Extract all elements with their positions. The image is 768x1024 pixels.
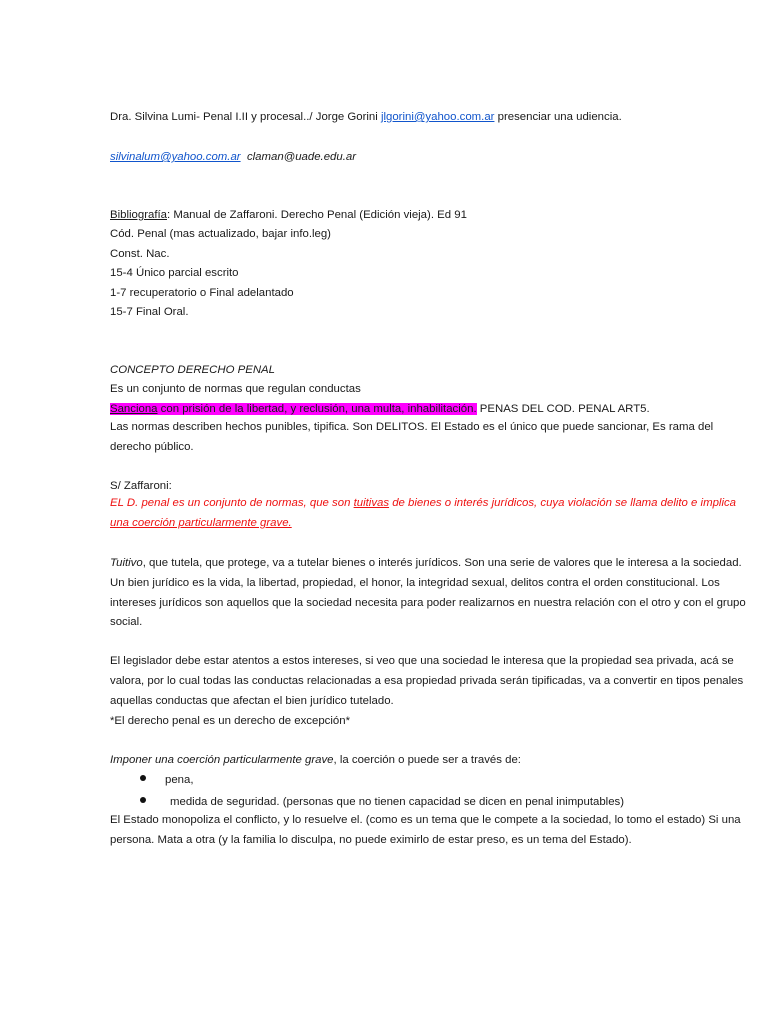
zaffaroni-label: S/ Zaffaroni: (110, 480, 172, 492)
def-coercion: una coerción particularmente grave. (110, 516, 292, 529)
bullet-item: pena, (165, 774, 194, 786)
highlight-sanciona-rest: con prisión de la libertad, y reclusión, una multa, inhabilitación. (157, 403, 477, 415)
bibliography-item: 15-7 Final Oral. (110, 306, 189, 318)
header-line-2 (110, 150, 356, 164)
bibliography-label: Bibliografía (110, 209, 167, 221)
bullet-icon (140, 797, 146, 803)
def-tuitivas: tuitivas (353, 497, 390, 509)
excepcion-note: *El derecho penal es un derecho de excepción* (110, 715, 351, 727)
coercion-line (110, 753, 521, 767)
tuitivo-word: Tuitivo (110, 557, 143, 569)
email-link-gorini[interactable]: jlgorini@yahoo.com.ar (380, 111, 495, 123)
bibliography-item: Cód. Penal (mas actualizado, bajar info.leg) (110, 228, 331, 240)
sanciona-tail: PENAS DEL COD. PENAL ART5. (476, 403, 650, 415)
header-suffix: presenciar una udiencia. (494, 111, 622, 123)
bibliography-item: 15-4 Único parcial escrito (110, 267, 239, 279)
concept-heading: CONCEPTO DERECHO PENAL (110, 364, 275, 376)
estado-paragraph: El Estado monopoliza el conflicto, y lo resuelve el. (como es un tema que le compete a la sociedad, lo tomo el estado) Si una persona. Mata a otra (y la familia lo disculpa, no puede eximirlo de estar preso, es un tema del Estado). (110, 814, 741, 846)
bibliography-item: 1-7 recuperatorio o Final adelantado (110, 287, 294, 299)
highlight-sanciona: Sanciona (110, 403, 158, 415)
coercion-rest: , la coerción o puede ser a través de: (333, 754, 521, 766)
concept-sanciona-line (110, 402, 650, 416)
bibliography-line (110, 208, 467, 222)
zaffaroni-definition (110, 494, 755, 534)
header-text: Dra. Silvina Lumi- Penal I.II y procesal../ Jorge Gorini (110, 111, 381, 123)
tuitivo-text: , que tutela, que protege, va a tutelar bienes o interés jurídicos. Son una serie de valores que le interesa a la sociedad. Un bien jurídico es la vida, la libertad, propiedad, el honor, la integridad sexual, delitos contra el orden constitucional. Los intereses jurídicos son aquellos que la sociedad necesita para poder realizarnos en nuestra relación con el otro y con el grupo social. (110, 557, 746, 629)
bullet-icon (140, 775, 146, 781)
bibliography-item: Const. Nac. (110, 248, 170, 260)
legislador-paragraph: El legislador debe estar atentos a estos intereses, si veo que una sociedad le interesa que la propiedad sea privada, acá se valora, por lo cual todas las conductas relacionadas a esa propiedad privada serán tipificadas, va a convertir en tipos penales aquellas conductas que afectan el bien jurídico tutelado. (110, 655, 744, 707)
concept-line-1: Es un conjunto de normas que regulan conductas (110, 383, 361, 395)
tuitivo-paragraph (110, 554, 755, 633)
def-part-2: de bienes o interés jurídicos, cuya violación se llama delito e implica (389, 497, 737, 509)
bibliography-first: : Manual de Zaffaroni. Derecho Penal (Edición vieja). Ed 91 (167, 209, 467, 221)
email-text-claman: claman@uade.edu.ar (246, 151, 357, 163)
def-part-1: EL D. penal es un conjunto de normas, que son (110, 497, 354, 509)
email-link-silvina[interactable]: silvinalum@yahoo.com.ar (110, 151, 241, 163)
header-line-1 (110, 110, 622, 124)
coercion-italic: Imponer una coerción particularmente grave (110, 754, 334, 766)
bullet-item: medida de seguridad. (personas que no tienen capacidad se dicen en penal inimputables) (170, 796, 625, 808)
concept-paragraph: Las normas describen hechos punibles, tipifica. Son DELITOS. El Estado es el único que puede sancionar, Es rama del derecho público. (110, 421, 714, 453)
